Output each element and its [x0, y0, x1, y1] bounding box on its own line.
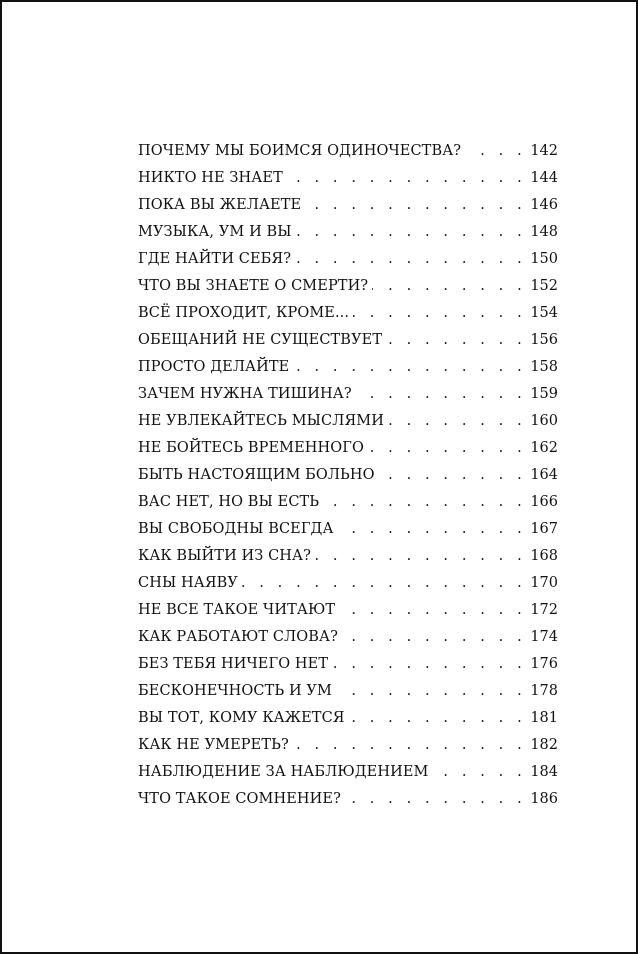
- dot-leader: [315, 543, 526, 570]
- dot-leader: [386, 327, 526, 354]
- toc-entry-title: ЗАЧЕМ НУЖНА ТИШИНА?: [138, 386, 352, 402]
- toc-entry[interactable]: [138, 732, 558, 759]
- table-of-contents: [138, 138, 558, 813]
- toc-entry-title: НЕ УВЛЕКАЙТЕСЬ МЫСЛЯМИ: [138, 413, 384, 429]
- dot-leader: [353, 300, 526, 327]
- toc-entry[interactable]: [138, 192, 558, 219]
- toc-entry[interactable]: [138, 543, 558, 570]
- toc-entry[interactable]: [138, 435, 558, 462]
- toc-entry[interactable]: [138, 651, 558, 678]
- toc-entry-page-number: 166: [530, 494, 558, 510]
- toc-entry-page-number: 150: [530, 251, 558, 267]
- dot-leader: [332, 651, 526, 678]
- toc-entry-title: КАК РАБОТАЮТ СЛОВА?: [138, 629, 338, 645]
- toc-entry-title: БЫТЬ НАСТОЯЩИМ БОЛЬНО: [138, 467, 375, 483]
- toc-entry-title: НИКТО НЕ ЗНАЕТ: [138, 170, 283, 186]
- toc-entry-page-number: 168: [530, 548, 558, 564]
- toc-entry-title: ГДЕ НАЙТИ СЕБЯ?: [138, 251, 292, 267]
- dot-leader: [293, 354, 526, 381]
- toc-entry-title: ЧТО ВЫ ЗНАЕТЕ О СМЕРТИ?: [138, 278, 369, 294]
- toc-entry-title: БЕЗ ТЕБЯ НИЧЕГО НЕТ: [138, 656, 329, 672]
- toc-entry[interactable]: [138, 354, 558, 381]
- dot-leader: [372, 273, 526, 300]
- toc-entry-title: ПОЧЕМУ МЫ БОИМСЯ ОДИНОЧЕСТВА?: [138, 143, 462, 159]
- toc-entry-page-number: 181: [530, 710, 558, 726]
- dot-leader: [349, 705, 527, 732]
- toc-entry[interactable]: [138, 462, 558, 489]
- toc-entry-page-number: 146: [530, 197, 558, 213]
- toc-entry[interactable]: [138, 381, 558, 408]
- toc-entry[interactable]: [138, 516, 558, 543]
- toc-entry-page-number: 186: [530, 791, 558, 807]
- toc-entry-title: НЕ ВСЕ ТАКОЕ ЧИТАЮТ: [138, 602, 336, 618]
- toc-entry[interactable]: [138, 165, 558, 192]
- dot-leader: [338, 516, 527, 543]
- toc-entry[interactable]: [138, 138, 558, 165]
- dot-leader: [368, 435, 526, 462]
- dot-leader: [432, 759, 526, 786]
- toc-entry[interactable]: [138, 570, 558, 597]
- toc-entry-page-number: 162: [530, 440, 558, 456]
- toc-entry-title: КАК НЕ УМЕРЕТЬ?: [138, 737, 289, 753]
- toc-entry-page-number: 176: [530, 656, 558, 672]
- toc-entry[interactable]: [138, 489, 558, 516]
- dot-leader: [379, 462, 527, 489]
- toc-entry[interactable]: [138, 786, 558, 813]
- toc-entry-title: НЕ БОЙТЕСЬ ВРЕМЕННОГО: [138, 440, 364, 456]
- dot-leader: [295, 246, 526, 273]
- toc-entry[interactable]: [138, 705, 558, 732]
- toc-entry-page-number: 159: [530, 386, 558, 402]
- dot-leader: [323, 489, 526, 516]
- dot-leader: [287, 165, 526, 192]
- dot-leader: [465, 138, 526, 165]
- toc-entry-title: СНЫ НАЯВУ: [138, 575, 238, 591]
- toc-entry-title: КАК ВЫЙТИ ИЗ СНА?: [138, 548, 312, 564]
- dot-leader: [345, 786, 526, 813]
- toc-entry[interactable]: [138, 327, 558, 354]
- toc-entry-title: ВАС НЕТ, НО ВЫ ЕСТЬ: [138, 494, 320, 510]
- dot-leader: [296, 219, 527, 246]
- toc-entry-title: ЧТО ТАКОЕ СОМНЕНИЕ?: [138, 791, 341, 807]
- toc-entry-page-number: 164: [530, 467, 558, 483]
- toc-entry-title: ВЫ СВОБОДНЫ ВСЕГДА: [138, 521, 334, 537]
- toc-entry[interactable]: [138, 597, 558, 624]
- toc-entry-page-number: 182: [530, 737, 558, 753]
- dot-leader: [242, 570, 526, 597]
- toc-entry[interactable]: [138, 678, 558, 705]
- toc-entry-page-number: 144: [530, 170, 558, 186]
- toc-entry[interactable]: [138, 300, 558, 327]
- toc-entry-title: МУЗЫКА, УМ И ВЫ: [138, 224, 292, 240]
- dot-leader: [388, 408, 526, 435]
- toc-entry-title: ВЫ ТОТ, КОМУ КАЖЕТСЯ: [138, 710, 345, 726]
- toc-entry-page-number: 154: [530, 305, 558, 321]
- toc-entry-page-number: 184: [530, 764, 558, 780]
- toc-entry-page-number: 148: [530, 224, 558, 240]
- dot-leader: [356, 381, 527, 408]
- toc-entry-title: НАБЛЮДЕНИЕ ЗА НАБЛЮДЕНИЕМ: [138, 764, 429, 780]
- toc-entry-title: ВСЁ ПРОХОДИТ, КРОМЕ...: [138, 305, 350, 321]
- toc-entry[interactable]: [138, 624, 558, 651]
- toc-entry-page-number: 178: [530, 683, 558, 699]
- dot-leader: [339, 597, 526, 624]
- toc-entry-page-number: 158: [530, 359, 558, 375]
- toc-entry-page-number: 172: [530, 602, 558, 618]
- toc-entry-page-number: 167: [530, 521, 558, 537]
- toc-entry-page-number: 160: [530, 413, 558, 429]
- toc-entry[interactable]: [138, 408, 558, 435]
- toc-entry-page-number: 156: [530, 332, 558, 348]
- dot-leader: [293, 732, 526, 759]
- toc-entry[interactable]: [138, 273, 558, 300]
- dot-leader: [336, 678, 526, 705]
- toc-entry-page-number: 170: [530, 575, 558, 591]
- toc-entry[interactable]: [138, 246, 558, 273]
- toc-entry-title: ПРОСТО ДЕЛАЙТЕ: [138, 359, 290, 375]
- toc-entry-page-number: 174: [530, 629, 558, 645]
- toc-entry-title: ОБЕЩАНИЙ НЕ СУЩЕСТВУЕТ: [138, 332, 383, 348]
- toc-entry-title: ПОКА ВЫ ЖЕЛАЕТЕ: [138, 197, 302, 213]
- dot-leader: [342, 624, 526, 651]
- toc-entry-page-number: 142: [530, 143, 558, 159]
- toc-entry[interactable]: [138, 219, 558, 246]
- toc-entry-title: БЕСКОНЕЧНОСТЬ И УМ: [138, 683, 332, 699]
- dot-leader: [305, 192, 526, 219]
- toc-entry-page-number: 152: [530, 278, 558, 294]
- toc-entry[interactable]: [138, 759, 558, 786]
